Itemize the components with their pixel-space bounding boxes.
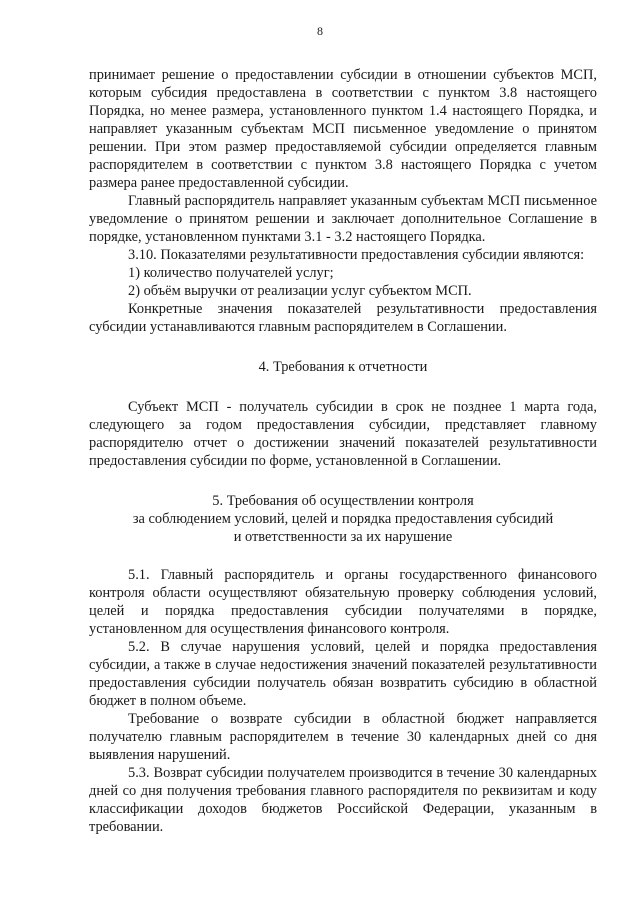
paragraph-reporting: Субъект МСП - получатель субсидии в срок не позднее 1 марта года, следующего за годом предоставления субсидии, представляет главному распорядителю отчет о достижении значений показателей результативности предоставления субсидии по форме, установленной в Соглашении. (89, 399, 597, 469)
page-number: 8 (317, 24, 323, 38)
spacer (89, 546, 597, 566)
section-heading-4: 4. Требования к отчетности (258, 359, 428, 375)
spacer (89, 376, 597, 398)
section-heading-5-line-2: за соблюдением условий, целей и порядка предоставления субсидий (132, 511, 554, 527)
list-item-2: 2) объём выручки от реализации услуг субъектом МСП. (128, 283, 472, 299)
list-item-1: 1) количество получателей услуг; (128, 265, 334, 281)
paragraph-5-1: 5.1. Главный распорядитель и органы государственного финансового контроля области осуществляют обязательную проверку соблюдения условий, целей и порядка предоставления субсидии получателями в порядке, установленном для осуществления финансового контроля. (89, 567, 597, 637)
paragraph-5-3: 5.3. Возврат субсидии получателем производится в течение 30 календарных дней со дня получения требования главного распорядителя по реквизитам и коду классификации доходов бюджетов Российской Федерации, указанным в требовании. (89, 765, 597, 835)
paragraph-notification: Главный распорядитель направляет указанным субъектам МСП письменное уведомление о принятом решении и заключает дополнительное Соглашение в порядке, установленном пунктами 3.1 - 3.2 настоящего Порядка. (89, 193, 597, 245)
paragraph-continuation: принимает решение о предоставлении субсидии в отношении субъектов МСП, которым субсидия предоставлена в соответствии с пунктом 3.8 настоящего Порядка, но менее размера, установленного пунктом 1.4 настоящего Порядка, и направляет указанным субъектам МСП письменное уведомление о принятом решении. При этом размер предоставляемой субсидии определяется главным распорядителем в соответствии с пунктом 3.8 настоящего Порядка с учетом размера ранее предоставленной субсидии. (89, 67, 597, 191)
section-heading-5-line-3: и ответственности за их нарушение (233, 529, 453, 545)
section-heading-5-line-1: 5. Требования об осуществлении контроля (212, 493, 474, 509)
spacer (89, 336, 597, 358)
document-body (89, 66, 597, 836)
paragraph-indicator-values: Конкретные значения показателей результативности предоставления субсидии устанавливаются главным распорядителем в Соглашении. (89, 301, 597, 335)
paragraph-refund-request: Требование о возврате субсидии в областной бюджет направляется получателю главным распорядителем в течение 30 календарных дней со дня выявления нарушений. (89, 711, 597, 763)
paragraph-3-10: 3.10. Показателями результативности предоставления субсидии являются: (128, 247, 585, 263)
paragraph-5-2: 5.2. В случае нарушения условий, целей и порядка предоставления субсидии, а также в случае недостижения значений показателей результативности предоставления субсидии получатель обязан возвратить субсидию в областной бюджет в полном объеме. (89, 639, 597, 709)
spacer (89, 470, 597, 492)
